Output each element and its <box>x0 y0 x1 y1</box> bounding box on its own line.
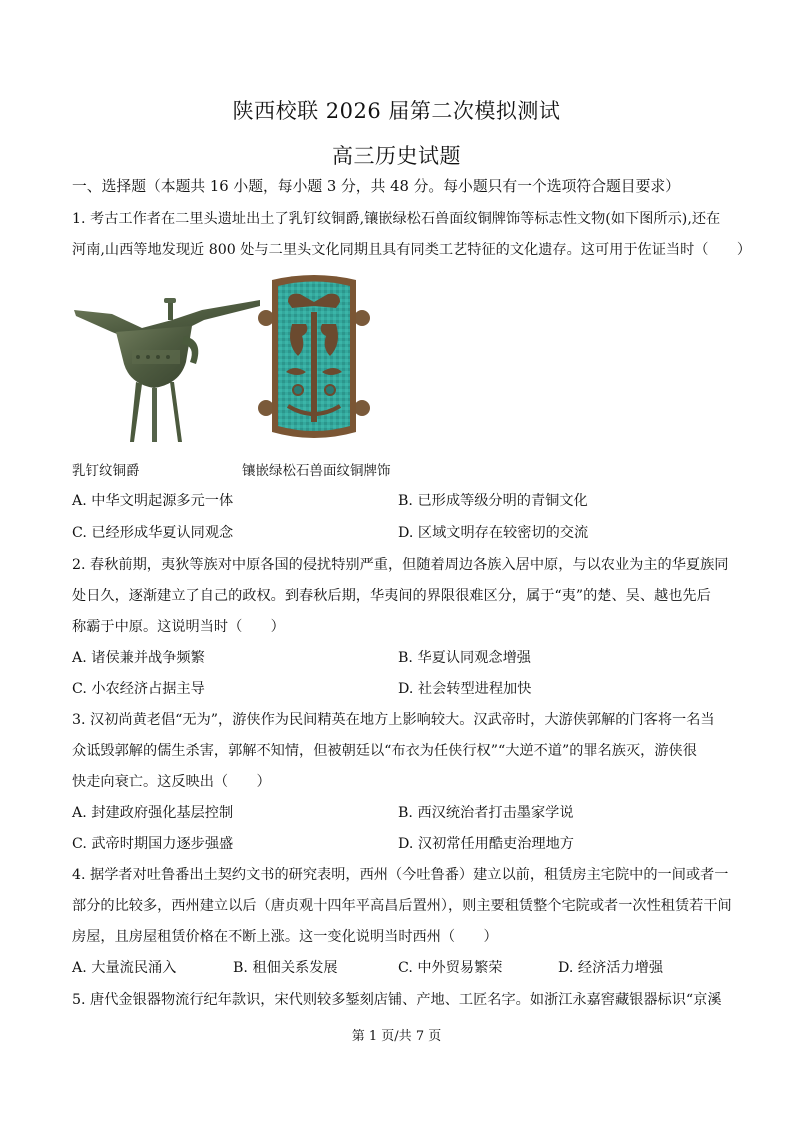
section-heading: 一、选择题（本题共 16 小题，每小题 3 分，共 48 分。每小题只有一个选项符合题目要求） <box>72 178 680 195</box>
caption-plaque: 镶嵌绿松石兽面纹铜牌饰 <box>242 463 391 479</box>
q1-option-a[interactable]: A. 中华文明起源多元一体 <box>72 493 234 509</box>
q3-option-a[interactable]: A. 封建政府强化基层控制 <box>72 805 234 821</box>
q2-option-c[interactable]: C. 小农经济占据主导 <box>72 681 205 697</box>
q4-line-2: 部分的比较多，西州建立以后（唐贞观十四年平高昌后置州），则主要租赁整个宅院或者一次性租赁若干间 <box>72 898 732 914</box>
q1-line-1: 1. 考古工作者在二里头遗址出土了乳钉纹铜爵,镶嵌绿松石兽面纹铜牌饰等标志性文物(如下图所示),还在 <box>72 211 721 227</box>
q3-line-3: 快走向衰亡。这反映出（ ） <box>72 774 271 790</box>
q2-line-1: 2. 春秋前期，夷狄等族对中原各国的侵扰特别严重，但随着周边各族入居中原，与以农业为主的华夏族同 <box>72 557 729 573</box>
q2-option-b[interactable]: B. 华夏认同观念增强 <box>398 650 531 666</box>
q3-option-b[interactable]: B. 西汉统治者打击墨家学说 <box>398 805 574 821</box>
q1-option-c[interactable]: C. 已经形成华夏认同观念 <box>72 525 234 541</box>
q3-option-d[interactable]: D. 汉初常任用酷吏治理地方 <box>398 836 574 852</box>
q3-option-c[interactable]: C. 武帝时期国力逐步强盛 <box>72 836 234 852</box>
q4-line-3: 房屋，且房屋租赁价格在不断上涨。这一变化说明当时西州（ ） <box>72 929 498 945</box>
caption-jue: 乳钉纹铜爵 <box>72 463 140 479</box>
q1-option-d[interactable]: D. 区域文明存在较密切的交流 <box>398 525 589 541</box>
q3-line-1: 3. 汉初尚黄老倡“无为”，游侠作为民间精英在地方上影响较大。汉武帝时，大游侠郭解的门客将一名当 <box>72 712 715 728</box>
q4-line-1: 4. 据学者对吐鲁番出土契约文书的研究表明，西州（今吐鲁番）建立以前，租赁房主宅院中的一间或者一 <box>72 867 729 883</box>
q4-option-b[interactable]: B. 租佃关系发展 <box>233 960 338 976</box>
q4-option-c[interactable]: C. 中外贸易繁荣 <box>398 960 503 976</box>
q2-line-3: 称霸于中原。这说明当时（ ） <box>72 619 285 635</box>
turquoise-plaque-image <box>258 272 370 444</box>
bronze-jue-image <box>72 292 262 444</box>
exam-title: 陕西校联 2026 届第二次模拟测试 <box>232 99 561 123</box>
q4-option-d[interactable]: D. 经济活力增强 <box>558 960 664 976</box>
q5-line-1: 5. 唐代金银器物流行纪年款识，宋代则较多錾刻店铺、产地、工匠名字。如浙江永嘉窖藏银器标识“京溪 <box>72 992 722 1008</box>
q3-line-2: 众诋毁郭解的儒生杀害，郭解不知情，但被朝廷以“布衣为任侠行权”“大逆不道”的罪名族灭，游侠很 <box>72 743 697 759</box>
q2-option-d[interactable]: D. 社会转型进程加快 <box>398 681 532 697</box>
q4-option-a[interactable]: A. 大量流民涌入 <box>72 960 177 976</box>
page-footer: 第 1 页/共 7 页 <box>351 1029 442 1044</box>
q1-line-2: 河南,山西等地发现近 800 处与二里头文化同期且具有同类工艺特征的文化遗存。这可用于佐证当时（ ） <box>72 242 752 258</box>
q1-option-b[interactable]: B. 已形成等级分明的青铜文化 <box>398 493 588 509</box>
exam-subtitle: 高三历史试题 <box>332 144 461 168</box>
q2-option-a[interactable]: A. 诸侯兼并战争频繁 <box>72 650 205 666</box>
q2-line-2: 处日久，逐渐建立了自己的政权。到春秋后期，华夷间的界限很难区分，属于“夷”的楚、吴、越也先后 <box>72 588 711 604</box>
